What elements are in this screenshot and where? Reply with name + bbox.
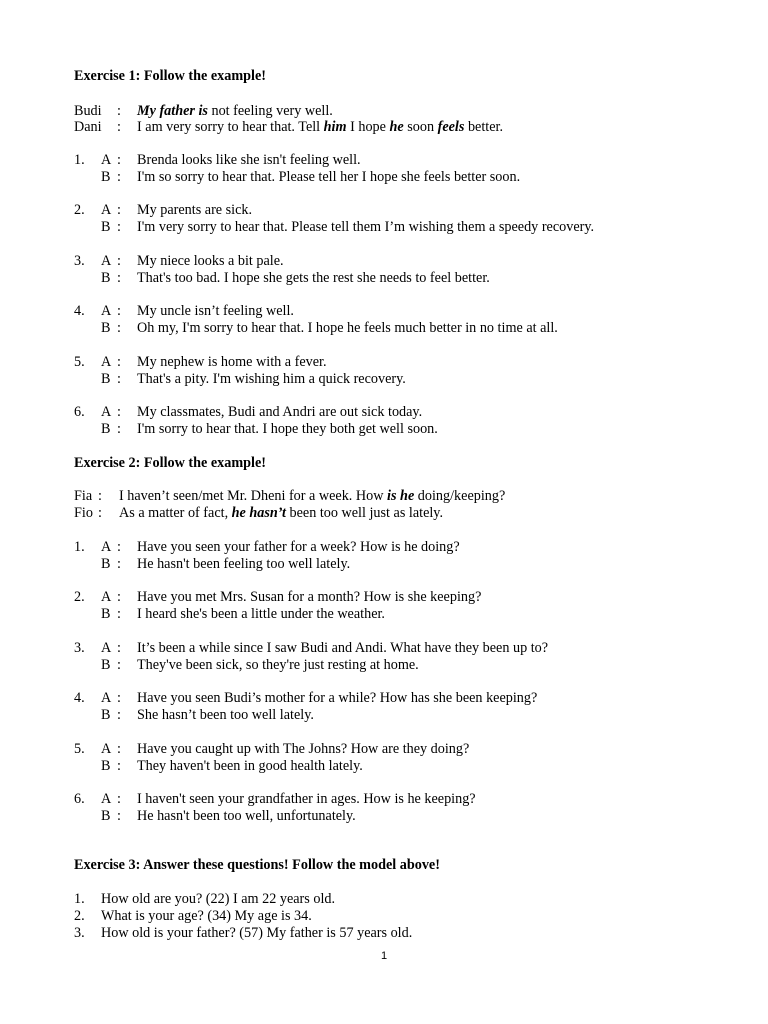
dialogue-text: They haven't been in good health lately.: [137, 757, 363, 774]
speaker-name: Fia: [74, 488, 93, 504]
speaker-colon: :: [117, 757, 121, 774]
dialogue-text: Have you caught up with The Johns? How are they doing?: [137, 740, 470, 757]
speaker-colon: :: [117, 269, 121, 286]
item-number: 5.: [74, 353, 85, 370]
example-sentence: [137, 103, 333, 120]
page-number: 1: [380, 950, 388, 962]
dialogue-text: My classmates, Budi and Andri are out sick today.: [137, 404, 423, 420]
sentence-part: doing/keeping?: [414, 488, 506, 504]
speaker-colon: :: [98, 505, 102, 521]
item-number: 1.: [74, 539, 85, 555]
question-text: How old is your father? (57) My father is 57 years old.: [101, 925, 413, 941]
item-number: 2.: [74, 589, 85, 606]
dialogue-text: Have you seen your father for a week? How is he doing?: [137, 539, 460, 555]
speaker-colon: :: [117, 103, 121, 119]
speaker-label: B: [101, 320, 111, 337]
dialogue-text: That's a pity. I'm wishing him a quick recovery.: [137, 370, 406, 387]
speaker-label: A: [101, 639, 112, 656]
item-number: 4.: [74, 690, 85, 707]
exercise-2-title: Exercise 2: Follow the example!: [74, 455, 267, 471]
dialogue-text: They've been sick, so they're just resting at home.: [137, 656, 419, 673]
speaker-label: A: [101, 353, 112, 370]
emphasis-text: he hasn’t: [231, 505, 286, 521]
speaker-name: Dani: [74, 119, 102, 135]
sentence-part: I haven’t seen/met Mr. Dheni for a week. How: [119, 488, 388, 504]
speaker-label: B: [101, 421, 111, 437]
item-number: 3.: [74, 639, 85, 656]
speaker-colon: :: [117, 152, 121, 168]
speaker-label: B: [101, 606, 111, 623]
sentence-part: better.: [464, 119, 503, 135]
sentence-part: been too well just as lately.: [285, 505, 444, 521]
emphasis-text: is he: [387, 488, 415, 504]
speaker-colon: :: [117, 791, 121, 807]
dialogue-text: I'm sorry to hear that. I hope they both get well soon.: [137, 421, 438, 437]
speaker-colon: :: [117, 404, 121, 420]
speaker-label: B: [101, 269, 111, 286]
question-text: What is your age? (34) My age is 34.: [101, 908, 312, 924]
item-number: 5.: [74, 740, 85, 757]
dialogue-text: My uncle isn’t feeling well.: [137, 303, 294, 320]
item-number: 6.: [74, 791, 85, 807]
item-number: 3.: [74, 252, 85, 269]
item-number: 6.: [74, 404, 85, 420]
speaker-label: A: [101, 791, 112, 807]
speaker-label: A: [101, 404, 112, 420]
example-sentence: [119, 505, 443, 522]
item-number: 1.: [74, 152, 85, 168]
speaker-name: Fio: [74, 505, 93, 521]
speaker-label: B: [101, 808, 111, 824]
dialogue-text: My nephew is home with a fever.: [137, 353, 327, 370]
speaker-label: A: [101, 152, 112, 168]
speaker-name: Budi: [74, 103, 102, 119]
speaker-colon: :: [117, 639, 121, 656]
speaker-label: B: [101, 707, 111, 724]
sentence-part: not feeling very well.: [207, 103, 333, 119]
speaker-label: A: [101, 740, 112, 757]
dialogue-text: He hasn't been too well, unfortunately.: [137, 808, 356, 824]
speaker-label: A: [101, 589, 112, 606]
speaker-label: B: [101, 757, 111, 774]
dialogue-text: Brenda looks like she isn't feeling well.: [137, 152, 361, 168]
exercise-3-title: Exercise 3: Answer these questions! Follow the model above!: [74, 857, 440, 873]
speaker-colon: :: [117, 690, 121, 707]
dialogue-text: Have you met Mrs. Susan for a month? How is she keeping?: [137, 589, 482, 606]
speaker-label: A: [101, 539, 112, 555]
speaker-colon: :: [117, 320, 121, 337]
example-sentence: [137, 119, 503, 136]
dialogue-text: Oh my, I'm sorry to hear that. I hope he feels much better in no time at all.: [137, 320, 558, 337]
speaker-label: A: [101, 690, 112, 707]
dialogue-text: My parents are sick.: [137, 202, 253, 219]
question-text: How old are you? (22) I am 22 years old.: [101, 891, 336, 907]
item-number: 3.: [74, 925, 85, 941]
speaker-colon: :: [117, 556, 121, 572]
emphasis-text: him: [323, 119, 347, 135]
speaker-label: A: [101, 303, 112, 320]
speaker-label: B: [101, 370, 111, 387]
speaker-colon: :: [117, 808, 121, 824]
speaker-colon: :: [117, 421, 121, 437]
sentence-part: soon: [403, 119, 438, 135]
dialogue-text: I'm very sorry to hear that. Please tell them I’m wishing them a speedy recovery.: [137, 219, 595, 236]
speaker-colon: :: [117, 707, 121, 724]
speaker-colon: :: [117, 353, 121, 370]
speaker-colon: :: [117, 606, 121, 623]
exercise-1-title: Exercise 1: Follow the example!: [74, 68, 267, 84]
speaker-colon: :: [117, 740, 121, 757]
speaker-colon: :: [98, 488, 102, 504]
speaker-colon: :: [117, 219, 121, 236]
speaker-label: B: [101, 656, 111, 673]
speaker-colon: :: [117, 539, 121, 555]
dialogue-text: I heard she's been a little under the weather.: [137, 606, 385, 623]
speaker-colon: :: [117, 589, 121, 606]
item-number: 1.: [74, 891, 85, 907]
emphasis-text: he: [389, 119, 404, 135]
speaker-label: B: [101, 169, 111, 185]
speaker-label: A: [101, 252, 112, 269]
speaker-colon: :: [117, 656, 121, 673]
dialogue-text: He hasn't been feeling too well lately.: [137, 556, 351, 572]
speaker-colon: :: [117, 202, 121, 219]
speaker-label: B: [101, 556, 111, 572]
speaker-colon: :: [117, 252, 121, 269]
dialogue-text: I'm so sorry to hear that. Please tell her I hope she feels better soon.: [137, 169, 521, 185]
emphasis-text: My father is: [137, 103, 208, 119]
dialogue-text: I haven't seen your grandfather in ages. How is he keeping?: [137, 791, 476, 807]
speaker-colon: :: [117, 303, 121, 320]
dialogue-text: My niece looks a bit pale.: [137, 252, 284, 269]
dialogue-text: She hasn’t been too well lately.: [137, 707, 314, 724]
sentence-part: As a matter of fact,: [119, 505, 232, 521]
emphasis-text: feels: [437, 119, 465, 135]
item-number: 2.: [74, 908, 85, 924]
speaker-colon: :: [117, 119, 121, 135]
example-sentence: [119, 488, 505, 505]
dialogue-text: It’s been a while since I saw Budi and Andi. What have they been up to?: [137, 639, 549, 656]
sentence-part: I hope: [346, 119, 390, 135]
item-number: 2.: [74, 202, 85, 219]
speaker-label: B: [101, 219, 111, 236]
dialogue-text: Have you seen Budi’s mother for a while? How has she been keeping?: [137, 690, 538, 707]
speaker-colon: :: [117, 169, 121, 185]
item-number: 4.: [74, 303, 85, 320]
speaker-colon: :: [117, 370, 121, 387]
sentence-part: I am very sorry to hear that. Tell: [137, 119, 324, 135]
dialogue-text: That's too bad. I hope she gets the rest she needs to feel better.: [137, 269, 490, 286]
speaker-label: A: [101, 202, 112, 219]
